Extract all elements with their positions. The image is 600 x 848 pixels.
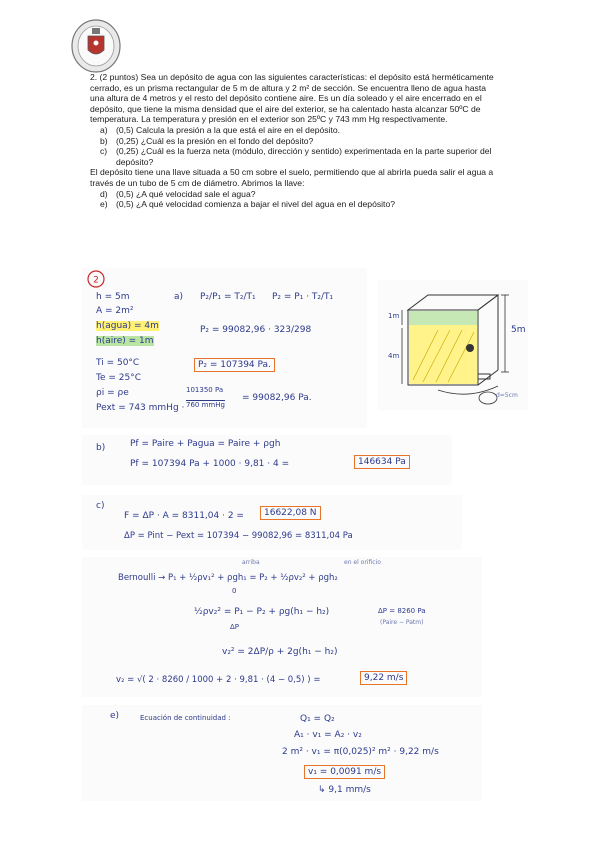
part-e-eq2: A₁ · v₁ = A₂ · v₂ (294, 730, 362, 740)
part-a-eq3: P₂ = 99082,96 · 323/298 (200, 325, 312, 335)
statement-intro: 2. (2 puntos) Sea un depósito de agua con las siguientes características: el depósito está herméticamente cerrado, es un prisma rectangular de 5 m de altura y 2 m² de sección. Se encuentra lleno de agua hasta una altura de 4 metros y el resto del depósito contiene aire. Es un día soleado y el aire encerrado en el depósito, que tiene la misma densidad que el aire del exterior, se ha calentado hasta alcanzar 50ºC de temperatura. La temperatura y presión en el exterior son 25ºC y 743 mm Hg respectivamente. (90, 72, 494, 125)
part-c-result: 16622,08 N (260, 506, 321, 520)
part-d-delta-note: ΔP = 8260 Pa (378, 607, 426, 615)
handwritten-panel-a (82, 268, 367, 428)
part-d-note-top: arriba (242, 559, 260, 566)
given-density: ρi = ρe (96, 388, 129, 398)
given-h: h = 5m (96, 292, 130, 302)
part-b-label: b) (96, 443, 106, 453)
part-d-bernoulli: Bernoulli → P₁ + ½ρv₁² + ρgh₁ = P₂ + ½ρv₂² + ρgh₂ (118, 573, 338, 583)
part-e-result: v₁ = 0,0091 m/s (304, 765, 385, 779)
part-e-eq1: Q₁ = Q₂ (300, 714, 335, 724)
part-d-delta-note2: (Paire − Patm) (380, 619, 424, 626)
given-te: Te = 25°C (96, 373, 142, 383)
part-b-line2: Pf = 107394 Pa + 1000 · 9,81 · 4 = (130, 459, 290, 469)
conversion-denominator: 760 mmHg (186, 401, 225, 409)
given-area: A = 2m² (96, 306, 134, 316)
diagram-label-5m: 5m (511, 325, 526, 335)
part-c-line1: F = ΔP · A = 8311,04 · 2 = (124, 511, 244, 521)
question-b: b) (0,25) ¿Cuál es la presión en el fondo del depósito? (100, 135, 314, 146)
question-e: e) (0,5) ¿A qué velocidad comienza a bajar el nivel del agua en el depósito? (100, 199, 395, 210)
conversion-numerator: 101350 Pa (186, 386, 224, 394)
part-d-eq2: ½ρv₂² = P₁ − P₂ + ρg(h₁ − h₂) (194, 607, 330, 617)
diagram-label-1m: 1m (388, 312, 400, 320)
part-d-result: 9,22 m/s (360, 671, 407, 685)
part-d-eq3: v₂² = 2ΔP/ρ + 2g(h₁ − h₂) (222, 647, 338, 657)
handwritten-panel-b (82, 435, 452, 485)
part-e-label: e) (110, 711, 120, 721)
question-d: d) (0,5) ¿A qué velocidad sale el agua? (100, 188, 256, 199)
question-c: c) (0,25) ¿Cuál es la fuerza neta (módulo, dirección y sentido) experimentada en la parte superior del depósito? (100, 146, 492, 167)
part-a-label: a) (174, 292, 184, 302)
problem-statement (90, 72, 495, 210)
conversion-result: = 99082,96 Pa. (242, 393, 312, 403)
given-pext: Pext = 743 mmHg · (96, 403, 185, 413)
handwritten-panel-c (82, 495, 462, 550)
question-a: a) (0,5) Calcula la presión a la que está el aire en el depósito. (100, 124, 341, 135)
tank-diagram (378, 280, 528, 410)
part-e-title: Ecuación de continuidad : (140, 714, 231, 722)
given-ti: Ti = 50°C (96, 358, 140, 368)
diagram-label-tube: d=5cm (496, 392, 518, 399)
part-c-label: c) (96, 501, 105, 511)
part-a-result: P₂ = 107394 Pa. (194, 358, 275, 372)
part-d-zero: 0 (232, 587, 237, 595)
diagram-label-4m: 4m (388, 352, 400, 360)
given-h-water: h(agua) = 4m (96, 321, 159, 331)
part-c-line2: ΔP = Pint − Pext = 107394 − 99082,96 = 8311,04 Pa (124, 531, 353, 541)
part-b-result: 146634 Pa (354, 455, 410, 469)
part-d-delta: ΔP (230, 623, 240, 631)
handwritten-panel-d (82, 557, 482, 697)
part-a-eq1: P₂/P₁ = T₂/T₁ (200, 292, 256, 302)
university-seal-icon (70, 18, 122, 74)
part-d-eq4: v₂ = √( 2 · 8260 / 1000 + 2 · 9,81 · (4 − 0,5) ) = (116, 675, 321, 685)
tank-drawing (378, 280, 528, 410)
part-e-eq3: 2 m² · v₁ = π(0,025)² m² · 9,22 m/s (282, 747, 439, 757)
given-h-air: h(aire) = 1m (96, 336, 154, 346)
part-d-note-right: en el orificio (344, 559, 381, 566)
problem-number-circle (86, 270, 106, 288)
part-e-extra: ↳ 9,1 mm/s (318, 785, 371, 795)
part-a-eq2: P₂ = P₁ · T₂/T₁ (272, 292, 334, 302)
handwritten-panel-e (82, 705, 482, 801)
part-b-line1: Pf = Paire + Pagua = Paire + ρgh (130, 439, 281, 449)
statement-middle: El depósito tiene una llave situada a 50 cm sobre el suelo, permitiendo que al abrirla pueda salir el agua a través de un tubo de 5 cm de diámetro. Abrimos la llave: (90, 167, 494, 188)
svg-text:2: 2 (93, 275, 99, 286)
